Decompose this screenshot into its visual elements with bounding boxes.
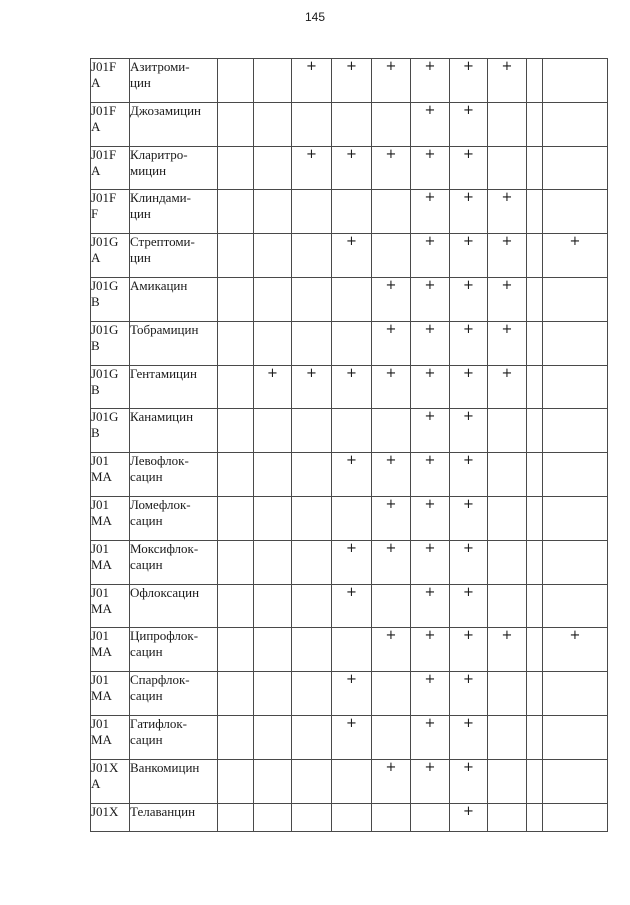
mark-cell: + bbox=[450, 409, 488, 453]
mark-cell: + bbox=[411, 146, 450, 190]
mark-cell bbox=[254, 496, 292, 540]
mark-cell: + bbox=[372, 540, 411, 584]
mark-cell: + bbox=[411, 234, 450, 278]
mark-cell bbox=[292, 234, 332, 278]
mark-cell bbox=[488, 672, 527, 716]
table-row bbox=[91, 453, 608, 497]
mark-cell: + bbox=[450, 672, 488, 716]
mark-cell bbox=[218, 365, 254, 409]
mark-cell bbox=[527, 190, 543, 234]
mark-cell bbox=[527, 321, 543, 365]
mark-cell bbox=[527, 672, 543, 716]
mark-cell: + bbox=[411, 628, 450, 672]
atc-code-cell: J01F A bbox=[91, 102, 130, 146]
mark-cell bbox=[292, 409, 332, 453]
mark-cell bbox=[527, 715, 543, 759]
mark-cell bbox=[218, 146, 254, 190]
table-row bbox=[91, 234, 608, 278]
mark-cell: + bbox=[332, 59, 372, 103]
mark-cell bbox=[527, 759, 543, 803]
mark-cell: + bbox=[450, 715, 488, 759]
mark-cell bbox=[254, 190, 292, 234]
drug-name-cell: Телаванцин bbox=[130, 803, 218, 831]
mark-cell bbox=[372, 102, 411, 146]
table-row bbox=[91, 496, 608, 540]
mark-cell: + bbox=[488, 59, 527, 103]
atc-code-cell: J01X A bbox=[91, 759, 130, 803]
mark-cell bbox=[218, 59, 254, 103]
table-row bbox=[91, 146, 608, 190]
drug-name-cell: Кларитро- мицин bbox=[130, 146, 218, 190]
mark-cell bbox=[543, 321, 608, 365]
mark-cell bbox=[372, 715, 411, 759]
mark-cell bbox=[527, 234, 543, 278]
mark-cell: + bbox=[292, 59, 332, 103]
mark-cell: + bbox=[372, 321, 411, 365]
mark-cell bbox=[218, 540, 254, 584]
atc-code-cell: J01 MA bbox=[91, 672, 130, 716]
mark-cell bbox=[254, 409, 292, 453]
mark-cell bbox=[332, 321, 372, 365]
table-row bbox=[91, 59, 608, 103]
mark-cell: + bbox=[450, 277, 488, 321]
mark-cell bbox=[254, 672, 292, 716]
drug-name-cell: Канамицин bbox=[130, 409, 218, 453]
mark-cell bbox=[218, 759, 254, 803]
mark-cell bbox=[332, 409, 372, 453]
mark-cell bbox=[527, 628, 543, 672]
mark-cell: + bbox=[450, 496, 488, 540]
mark-cell bbox=[527, 453, 543, 497]
mark-cell: + bbox=[292, 146, 332, 190]
table-row bbox=[91, 803, 608, 831]
mark-cell: + bbox=[450, 321, 488, 365]
mark-cell: + bbox=[411, 496, 450, 540]
mark-cell bbox=[254, 321, 292, 365]
table-row bbox=[91, 540, 608, 584]
mark-cell: + bbox=[488, 365, 527, 409]
drug-name-cell: Клиндами- цин bbox=[130, 190, 218, 234]
mark-cell: + bbox=[332, 540, 372, 584]
mark-cell bbox=[292, 715, 332, 759]
table-row bbox=[91, 190, 608, 234]
mark-cell bbox=[488, 146, 527, 190]
atc-code-cell: J01G B bbox=[91, 409, 130, 453]
mark-cell: + bbox=[411, 715, 450, 759]
mark-cell bbox=[218, 234, 254, 278]
mark-cell: + bbox=[411, 540, 450, 584]
mark-cell bbox=[254, 453, 292, 497]
drug-name-cell: Гатифлок- сацин bbox=[130, 715, 218, 759]
table-row bbox=[91, 584, 608, 628]
mark-cell: + bbox=[543, 234, 608, 278]
atc-code-cell: J01F A bbox=[91, 59, 130, 103]
page-number: 145 bbox=[304, 10, 326, 24]
mark-cell: + bbox=[450, 759, 488, 803]
mark-cell bbox=[543, 672, 608, 716]
mark-cell bbox=[292, 102, 332, 146]
mark-cell bbox=[488, 759, 527, 803]
mark-cell bbox=[543, 540, 608, 584]
mark-cell bbox=[218, 277, 254, 321]
mark-cell bbox=[543, 102, 608, 146]
mark-cell bbox=[488, 584, 527, 628]
mark-cell bbox=[527, 540, 543, 584]
drug-table bbox=[90, 58, 608, 832]
mark-cell bbox=[292, 540, 332, 584]
table-row bbox=[91, 102, 608, 146]
drug-name-cell: Ципрофлок- сацин bbox=[130, 628, 218, 672]
mark-cell bbox=[488, 715, 527, 759]
drug-name-cell: Левофлок- сацин bbox=[130, 453, 218, 497]
mark-cell bbox=[372, 190, 411, 234]
mark-cell: + bbox=[411, 102, 450, 146]
mark-cell bbox=[332, 759, 372, 803]
mark-cell bbox=[411, 803, 450, 831]
mark-cell bbox=[527, 59, 543, 103]
table-body bbox=[91, 59, 608, 832]
mark-cell: + bbox=[332, 234, 372, 278]
mark-cell bbox=[332, 190, 372, 234]
mark-cell bbox=[372, 672, 411, 716]
mark-cell bbox=[488, 803, 527, 831]
mark-cell bbox=[543, 759, 608, 803]
table-row bbox=[91, 321, 608, 365]
atc-code-cell: J01 MA bbox=[91, 453, 130, 497]
mark-cell bbox=[372, 803, 411, 831]
mark-cell bbox=[292, 584, 332, 628]
atc-code-cell: J01 MA bbox=[91, 584, 130, 628]
drug-name-cell: Джозамицин bbox=[130, 102, 218, 146]
mark-cell: + bbox=[488, 321, 527, 365]
mark-cell bbox=[543, 496, 608, 540]
mark-cell bbox=[332, 277, 372, 321]
drug-name-cell: Моксифлок- сацин bbox=[130, 540, 218, 584]
mark-cell: + bbox=[450, 628, 488, 672]
mark-cell bbox=[254, 277, 292, 321]
mark-cell bbox=[254, 234, 292, 278]
mark-cell bbox=[543, 715, 608, 759]
mark-cell bbox=[254, 584, 292, 628]
mark-cell: + bbox=[372, 628, 411, 672]
atc-code-cell: J01X bbox=[91, 803, 130, 831]
mark-cell: + bbox=[372, 453, 411, 497]
mark-cell: + bbox=[332, 453, 372, 497]
mark-cell: + bbox=[372, 496, 411, 540]
mark-cell: + bbox=[543, 628, 608, 672]
mark-cell: + bbox=[372, 365, 411, 409]
mark-cell: + bbox=[488, 277, 527, 321]
mark-cell bbox=[292, 496, 332, 540]
mark-cell bbox=[292, 803, 332, 831]
mark-cell: + bbox=[411, 190, 450, 234]
mark-cell: + bbox=[488, 628, 527, 672]
mark-cell bbox=[527, 277, 543, 321]
table-row bbox=[91, 672, 608, 716]
drug-name-cell: Тобрамицин bbox=[130, 321, 218, 365]
table-row bbox=[91, 365, 608, 409]
mark-cell: + bbox=[411, 453, 450, 497]
mark-cell: + bbox=[372, 759, 411, 803]
mark-cell bbox=[527, 102, 543, 146]
mark-cell bbox=[543, 803, 608, 831]
mark-cell bbox=[254, 715, 292, 759]
atc-code-cell: J01G A bbox=[91, 234, 130, 278]
drug-name-cell: Азитроми- цин bbox=[130, 59, 218, 103]
mark-cell: + bbox=[450, 190, 488, 234]
drug-name-cell: Ломефлок- сацин bbox=[130, 496, 218, 540]
mark-cell bbox=[218, 190, 254, 234]
mark-cell bbox=[218, 672, 254, 716]
mark-cell bbox=[543, 453, 608, 497]
mark-cell bbox=[218, 321, 254, 365]
drug-name-cell: Спарфлок- сацин bbox=[130, 672, 218, 716]
mark-cell bbox=[543, 146, 608, 190]
drug-name-cell: Ванкомицин bbox=[130, 759, 218, 803]
mark-cell bbox=[332, 628, 372, 672]
table-row bbox=[91, 759, 608, 803]
mark-cell bbox=[543, 584, 608, 628]
mark-cell: + bbox=[488, 190, 527, 234]
drug-name-cell: Стрептоми- цин bbox=[130, 234, 218, 278]
atc-code-cell: J01G B bbox=[91, 321, 130, 365]
mark-cell: + bbox=[332, 672, 372, 716]
mark-cell bbox=[292, 628, 332, 672]
mark-cell: + bbox=[450, 102, 488, 146]
mark-cell bbox=[488, 102, 527, 146]
mark-cell: + bbox=[450, 584, 488, 628]
mark-cell: + bbox=[332, 146, 372, 190]
mark-cell: + bbox=[372, 146, 411, 190]
mark-cell: + bbox=[372, 277, 411, 321]
mark-cell: + bbox=[450, 146, 488, 190]
drug-name-cell: Амикацин bbox=[130, 277, 218, 321]
mark-cell bbox=[488, 409, 527, 453]
mark-cell: + bbox=[450, 365, 488, 409]
mark-cell bbox=[218, 803, 254, 831]
mark-cell: + bbox=[450, 234, 488, 278]
mark-cell: + bbox=[292, 365, 332, 409]
atc-code-cell: J01 MA bbox=[91, 496, 130, 540]
mark-cell bbox=[543, 409, 608, 453]
mark-cell: + bbox=[411, 277, 450, 321]
mark-cell bbox=[527, 409, 543, 453]
mark-cell: + bbox=[411, 759, 450, 803]
mark-cell bbox=[292, 453, 332, 497]
mark-cell bbox=[292, 277, 332, 321]
mark-cell: + bbox=[411, 672, 450, 716]
mark-cell bbox=[543, 277, 608, 321]
mark-cell bbox=[372, 234, 411, 278]
mark-cell bbox=[543, 59, 608, 103]
mark-cell: + bbox=[411, 59, 450, 103]
atc-code-cell: J01 MA bbox=[91, 628, 130, 672]
mark-cell bbox=[372, 584, 411, 628]
drug-name-cell: Офлоксацин bbox=[130, 584, 218, 628]
mark-cell: + bbox=[450, 453, 488, 497]
table-row bbox=[91, 715, 608, 759]
mark-cell bbox=[292, 321, 332, 365]
mark-cell bbox=[254, 102, 292, 146]
mark-cell: + bbox=[332, 584, 372, 628]
mark-cell: + bbox=[411, 365, 450, 409]
mark-cell: + bbox=[450, 540, 488, 584]
atc-code-cell: J01 MA bbox=[91, 715, 130, 759]
mark-cell bbox=[527, 365, 543, 409]
mark-cell bbox=[218, 496, 254, 540]
mark-cell bbox=[218, 409, 254, 453]
table-row bbox=[91, 409, 608, 453]
mark-cell bbox=[488, 540, 527, 584]
mark-cell bbox=[218, 715, 254, 759]
table-row bbox=[91, 628, 608, 672]
mark-cell bbox=[543, 365, 608, 409]
mark-cell bbox=[488, 453, 527, 497]
mark-cell bbox=[372, 409, 411, 453]
mark-cell bbox=[332, 496, 372, 540]
mark-cell bbox=[218, 102, 254, 146]
atc-code-cell: J01G B bbox=[91, 365, 130, 409]
mark-cell bbox=[254, 803, 292, 831]
atc-code-cell: J01 MA bbox=[91, 540, 130, 584]
mark-cell bbox=[332, 102, 372, 146]
mark-cell bbox=[527, 496, 543, 540]
mark-cell bbox=[292, 190, 332, 234]
mark-cell: + bbox=[332, 715, 372, 759]
mark-cell bbox=[543, 190, 608, 234]
table-row bbox=[91, 277, 608, 321]
mark-cell: + bbox=[411, 409, 450, 453]
mark-cell bbox=[218, 453, 254, 497]
mark-cell bbox=[218, 584, 254, 628]
atc-code-cell: J01F A bbox=[91, 146, 130, 190]
mark-cell bbox=[292, 672, 332, 716]
mark-cell: + bbox=[450, 803, 488, 831]
mark-cell: + bbox=[411, 584, 450, 628]
mark-cell bbox=[527, 146, 543, 190]
mark-cell: + bbox=[488, 234, 527, 278]
mark-cell bbox=[254, 540, 292, 584]
mark-cell bbox=[332, 803, 372, 831]
mark-cell: + bbox=[450, 59, 488, 103]
mark-cell bbox=[254, 146, 292, 190]
mark-cell: + bbox=[332, 365, 372, 409]
mark-cell bbox=[218, 628, 254, 672]
mark-cell bbox=[527, 584, 543, 628]
mark-cell: + bbox=[411, 321, 450, 365]
drug-name-cell: Гентамицин bbox=[130, 365, 218, 409]
mark-cell bbox=[254, 759, 292, 803]
mark-cell: + bbox=[254, 365, 292, 409]
atc-code-cell: J01G B bbox=[91, 277, 130, 321]
atc-code-cell: J01F F bbox=[91, 190, 130, 234]
mark-cell bbox=[488, 496, 527, 540]
mark-cell bbox=[292, 759, 332, 803]
mark-cell bbox=[527, 803, 543, 831]
mark-cell bbox=[254, 628, 292, 672]
mark-cell bbox=[254, 59, 292, 103]
mark-cell: + bbox=[372, 59, 411, 103]
